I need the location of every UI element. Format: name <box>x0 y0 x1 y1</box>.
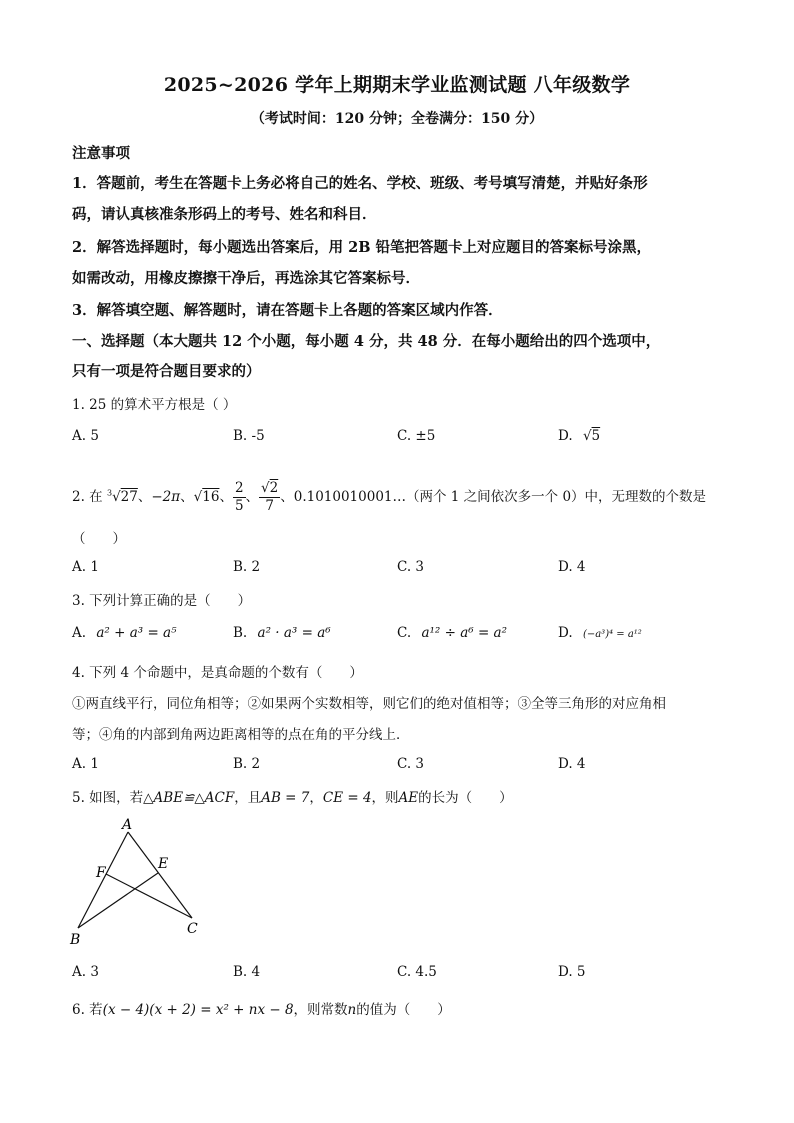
label-f: F <box>96 865 106 881</box>
label-b: B <box>70 932 81 947</box>
q2-fraction-den: 5 <box>234 498 244 514</box>
q4-option-a: A. 1 <box>72 756 99 772</box>
q1-d-radicand: 5 <box>591 428 601 444</box>
q6-stem-c: 的值为（ ） <box>356 1002 451 1018</box>
q1-option-b: B. -5 <box>233 428 265 444</box>
note-1a: 1．答题前，考生在答题卡上务必将自己的姓名、学校、班级、考号填写清楚，并贴好条形 <box>72 175 648 192</box>
q3-d-expr: (−a³)⁴ = a¹² <box>582 629 642 640</box>
q2-fraction2-num: √2 <box>261 480 279 496</box>
q2-sqrt2: 2 <box>269 480 279 496</box>
q5-ce: CE = 4 <box>322 790 372 806</box>
q1-option-d <box>558 428 600 444</box>
q4-stem: 4. 下列 4 个命题中，是真命题的个数有（ ） <box>72 665 363 681</box>
q4-option-b: B. 2 <box>233 756 261 772</box>
q5-congruence: △ABE≌△ACF <box>143 790 235 806</box>
q6-stem-b: ，则常数 <box>293 1002 348 1018</box>
q2-option-d: D. 4 <box>558 559 586 575</box>
q5-option-a: A. 3 <box>72 964 99 980</box>
q1-option-c: C. ±5 <box>397 428 436 444</box>
q3-stem: 3. 下列计算正确的是（ ） <box>72 593 252 609</box>
q3-d-prefix: D. <box>558 625 573 641</box>
q4-option-c: C. 3 <box>397 756 425 772</box>
q5-option-b: B. 4 <box>233 964 261 980</box>
label-e: E <box>158 856 169 872</box>
triangle-diagram <box>66 812 216 947</box>
q2-option-c: C. 3 <box>397 559 425 575</box>
note-1b: 码，请认真核准条形码上的考号、姓名和科目． <box>72 206 377 223</box>
note-2a: 2．解答选择题时，每小题选出答案后，用 2B 铅笔把答题卡上对应题目的答案标号涂黑， <box>72 239 652 256</box>
q5-ae: AE <box>398 790 419 806</box>
q2-item-neg2pi: −2π <box>151 489 181 505</box>
q4-option-d: D. 4 <box>558 756 586 772</box>
sqrt-icon: √16 <box>193 489 220 505</box>
sqrt-icon: √5 <box>582 428 601 444</box>
note-2b: 如需改动，用橡皮擦擦干净后，再选涂其它答案标号． <box>72 270 420 287</box>
q6-stem <box>72 998 451 1018</box>
q2-fraction-num: 2 <box>234 480 244 496</box>
label-a: A <box>122 817 133 833</box>
q5-ab: AB = 7 <box>261 790 310 806</box>
q3-a-expr: a² + a³ = a⁵ <box>96 625 177 641</box>
q3-option-b <box>233 625 331 641</box>
q6-stem-a: 6. 若 <box>72 1002 103 1018</box>
q3-option-a <box>72 625 177 641</box>
q2-option-a: A. 1 <box>72 559 99 575</box>
q3-b-prefix: B. <box>233 625 248 641</box>
q6-n: n <box>347 1002 357 1018</box>
q2-fraction-2-5 <box>233 480 246 515</box>
q6-expression: (x − 4)(x + 2) = x² + nx − 8 <box>102 1002 294 1018</box>
side-ac <box>128 832 192 918</box>
q5-stem-d: 的长为（ ） <box>418 790 513 806</box>
q5-comma: ， <box>309 790 323 806</box>
cbrt-icon: $^3$√27 <box>106 488 138 505</box>
q4-line-2: 等；④角的内部到角两边距离相等的点在角的平分线上． <box>72 727 410 743</box>
q5-stem-b: ，且 <box>234 790 262 806</box>
q1-stem: 1. 25 的算术平方根是（ ） <box>72 397 237 413</box>
q5-option-d: D. 5 <box>558 964 586 980</box>
q2-option-b: B. 2 <box>233 559 261 575</box>
note-3: 3．解答填空题、解答题时，请在答题卡上各题的答案区域内作答． <box>72 302 503 319</box>
segment-cf <box>106 874 192 918</box>
q3-c-prefix: C. <box>397 625 412 641</box>
q2-fraction-sqrt2-7 <box>259 480 280 515</box>
q5-stem <box>72 786 513 806</box>
q1-option-a: A. 5 <box>72 428 99 444</box>
label-c: C <box>187 921 198 937</box>
q2-stem: 2. 在 $^3$√27、−2π、√16、 $\frac{2}{5}$ 、 $\frac{√2}{7}$ 、0.1010010001…（两个 1 之间依次多一个 0）中，无理数的个数是 <box>72 480 707 514</box>
section-1-heading-a: 一、选择题（本大题共 12 个小题，每小题 4 分，共 48 分．在每小题给出的四个选项中， <box>72 333 661 350</box>
page-title: 2025~2026 学年上期期末学业监测试题 八年级数学 <box>163 74 631 96</box>
q3-option-d <box>558 625 642 641</box>
q1-option-d-prefix: D. <box>558 428 573 444</box>
q5-stem-c: ，则 <box>371 790 399 806</box>
q2-item-cbrt27: 27 <box>120 489 138 505</box>
q5-option-c: C. 4.5 <box>397 964 437 980</box>
q2-paren: （ ） <box>72 531 126 547</box>
q5-stem-a: 5. 如图，若 <box>72 790 144 806</box>
section-1-heading-b: 只有一项是符合题目要求的） <box>72 363 261 380</box>
q3-b-expr: a² · a³ = a⁶ <box>257 625 331 641</box>
q3-a-prefix: A. <box>72 625 87 641</box>
q4-line-1: ①两直线平行，同位角相等；②如果两个实数相等，则它们的绝对值相等；③全等三角形的对应角相 <box>72 696 666 712</box>
page-subtitle: （考试时间：120 分钟；全卷满分：150 分） <box>250 111 544 127</box>
q2-num: 2. 在 <box>72 489 103 505</box>
segment-be <box>78 873 158 928</box>
q2-item-sqrt16: 16 <box>202 489 220 505</box>
q3-c-expr: a¹² ÷ a⁶ = a² <box>421 625 508 641</box>
q3-option-c <box>397 625 507 641</box>
notes-heading: 注意事项 <box>72 145 130 162</box>
q2-fraction2-den: 7 <box>265 498 274 514</box>
q2-tail: 、0.1010010001…（两个 1 之间依次多一个 0）中，无理数的个数是 <box>280 489 707 505</box>
